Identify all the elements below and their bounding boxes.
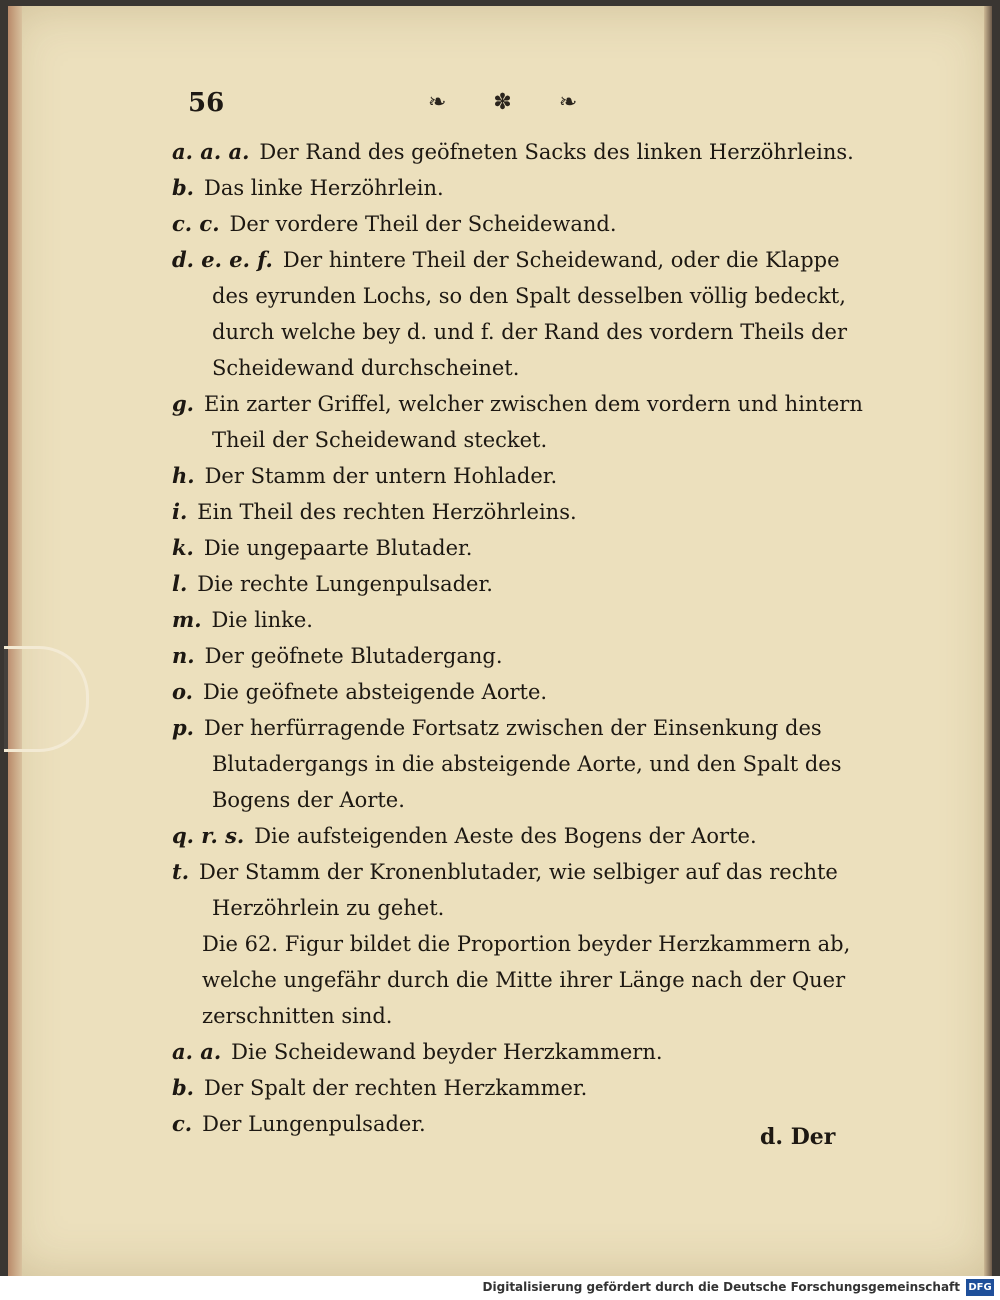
entry-label: g. [172,391,194,416]
footer-credit: Digitalisierung gefördert durch die Deutsche Forschungsgemeinschaft [482,1280,960,1294]
entry-text: Die geöfnete absteigende Aorte. [202,680,548,704]
entry-label: c. c. [172,211,220,236]
entry-text: Der hintere Theil der Scheidewand, oder die Klappe des eyrunden Lochs, so den Spalt desselben völlig bedeckt, durch welche bey d. und f. der Rand des vordern Theils der Scheidewand durchscheinet. [212,248,847,380]
entry-text: Der Spalt der rechten Herzkammer. [204,1076,588,1100]
entry-label: m. [172,607,202,632]
entry-label: q. r. s. [172,823,245,848]
entry-text: Der Lungenpulsader. [202,1112,426,1136]
entry-text: Der Stamm der untern Hohlader. [204,464,558,488]
header-ornament: ❧ ✽ ❧ [428,90,598,115]
legend-entry [172,206,882,242]
entry-text: Ein Theil des rechten Herzöhrleins. [197,500,577,524]
page-clasp [4,646,89,752]
entry-label: c. [172,1111,193,1136]
entry-label: k. [172,535,194,560]
entry-label: i. [172,499,188,524]
entry-label: t. [172,859,190,884]
legend-entry [172,386,882,458]
catchword: d. Der [760,1124,836,1150]
footer-bar [0,1276,1000,1300]
legend-entry [172,530,882,566]
entry-text: Der Rand des geöfneten Sacks des linken Herzöhrleins. [259,140,854,164]
legend-entry [172,1070,882,1106]
legend-entry [172,566,882,602]
entry-text: Die linke. [211,608,313,632]
entry-label: n. [172,643,195,668]
page-text [172,134,882,1142]
entry-text: Der herfürragende Fortsatz zwischen der Einsenkung des Blutadergangs in die absteigende Aorte, und den Spalt des Bogens der Aorte. [204,716,842,812]
entry-label: a. a. [172,1039,222,1064]
entry-text: Die aufsteigenden Aeste des Bogens der Aorte. [254,824,757,848]
legend-entry [172,494,882,530]
page-number: 56 [188,88,225,118]
entry-label: l. [172,571,188,596]
legend-entry [172,854,882,926]
legend-entry [172,674,882,710]
entry-label: b. [172,1075,194,1100]
legend-entry [172,458,882,494]
entry-text: Die rechte Lungenpulsader. [197,572,493,596]
legend-entry [172,818,882,854]
legend-entry [172,710,882,818]
entry-label: a. a. a. [172,139,250,164]
page-edge-left [8,6,22,1276]
figure-paragraph: Die 62. Figur bildet die Proportion beyder Herzkammern ab, welche ungefähr durch die Mitte ihrer Länge nach der Quer zerschnitten sind. [202,932,851,1028]
entry-label: h. [172,463,195,488]
entry-label: o. [172,679,193,704]
entry-label: p. [172,715,194,740]
entry-text: Die ungepaarte Blutader. [203,536,473,560]
legend-entry [172,1034,882,1070]
entry-label: d. e. e. f. [172,247,273,272]
entry-text: Der geöfnete Blutadergang. [204,644,503,668]
legend-entry [172,638,882,674]
page-edge-right [984,6,992,1276]
entry-text: Ein zarter Griffel, welcher zwischen dem vordern und hintern Theil der Scheidewand stecket. [204,392,863,452]
dfg-logo-icon: DFG [966,1279,994,1296]
legend-entry [172,134,882,170]
entry-text: Der vordere Theil der Scheidewand. [229,212,617,236]
legend-entry [172,242,882,386]
entry-label: b. [172,175,194,200]
legend-entry [172,602,882,638]
entry-text: Das linke Herzöhrlein. [204,176,444,200]
entry-text: Die Scheidewand beyder Herzkammern. [231,1040,663,1064]
page-header [188,88,888,128]
entry-text: Der Stamm der Kronenblutader, wie selbiger auf das rechte Herzöhrlein zu gehet. [199,860,838,920]
legend-entry [172,170,882,206]
